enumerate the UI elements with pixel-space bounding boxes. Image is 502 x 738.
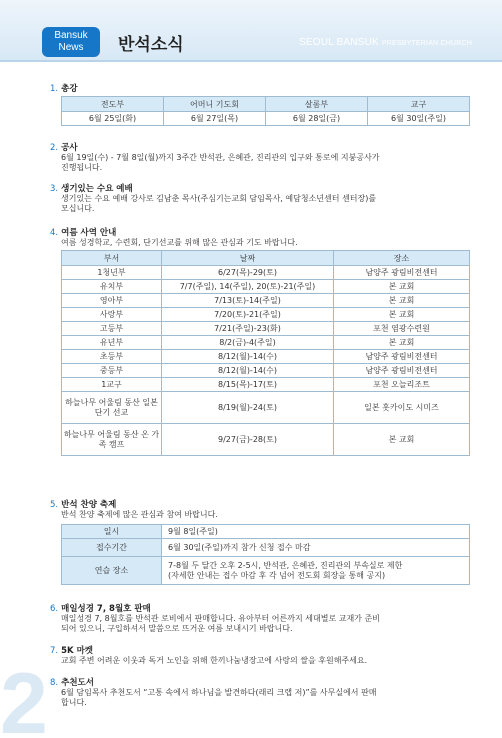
place-cell: 포천 염광수련원 [334,322,470,336]
table-header: 장소 [334,251,470,266]
badge-line2: News [58,42,84,53]
text-line: 되어 있으니, 구입하셔서 말씀으로 뜨거운 여름 보내시기 바랍니다. [61,624,293,633]
section-text [50,688,470,708]
place-cell: 포천 오늘리조트 [334,378,470,392]
text-line: 7-8월 두 달간 오후 2-5시, 반석관, 은혜관, 진리관의 부속실로 제한 [168,560,403,570]
text-line: 매일성경 7, 8월호를 반석관 로비에서 판매합니다. 유아부터 어른까지 세대별로 교재가 준비 [61,614,380,623]
dept-cell: 하늘나무 어울림 동산 온 가족 캠프 [62,424,162,456]
section-6 [50,604,470,634]
dept-cell: 고등부 [62,322,162,336]
section-heading: 추천도서 [61,678,94,688]
table-cell: 6월 30일(주일) [368,112,470,126]
section-heading: 반석 찬양 축제 [61,500,117,510]
section-title [50,228,470,238]
table-row [62,378,470,392]
table-row [62,557,470,585]
section-text [50,153,470,173]
header-banner [0,0,502,62]
dept-cell: 유년부 [62,336,162,350]
page-number: 2 [0,656,48,738]
table-row [62,308,470,322]
table-header: 살롬부 [266,97,368,112]
section-heading: 여름 사역 안내 [61,228,117,238]
table-row [62,525,470,539]
date-cell: 7/7(주일), 14(주일), 20(토)-21(주일) [162,280,334,294]
festival-table [61,524,470,585]
section-8 [50,678,470,708]
section-heading: 매일성경 7, 8월호 판매 [61,604,151,614]
date-cell: 8/15(목)-17(토) [162,378,334,392]
section-title [50,500,470,510]
dept-cell: 사랑부 [62,308,162,322]
section-number: 5. [50,500,59,510]
dept-cell: 하늘나무 어울림 동산 일본 단기 선교 [62,392,162,424]
section-5 [50,500,470,580]
table-row [62,392,470,424]
section-heading: 공사 [61,143,78,153]
dept-cell: 1교구 [62,378,162,392]
church-name [299,37,472,48]
table-header: 부서 [62,251,162,266]
place-cell: 남양주 광림비전센터 [334,266,470,280]
bansuk-news-badge [42,27,100,57]
section-7 [50,646,470,666]
table-row [62,539,470,557]
section-text [50,194,470,214]
text-line: (자세한 안내는 접수 마감 후 각 넘어 전도회 회장을 통해 공지) [168,570,386,580]
table-row [62,322,470,336]
section-number: 4. [50,228,59,238]
church-name-main: SEOUL BANSUK [299,37,379,48]
table-row [62,336,470,350]
label-cell: 연습 장소 [62,557,162,585]
dept-cell: 1청년부 [62,266,162,280]
section-number: 6. [50,604,59,614]
dept-cell: 중등부 [62,364,162,378]
table-row [62,350,470,364]
section-2 [50,143,470,173]
section-title [50,678,470,688]
section-title [50,143,470,153]
text-line: 진행됩니다. [61,163,103,172]
section-heading: 생기있는 수요 예배 [61,184,133,194]
table-row [62,294,470,308]
table-row [62,424,470,456]
table-row [62,266,470,280]
place-cell: 본 교회 [334,280,470,294]
section-number: 3. [50,184,59,194]
section-3 [50,184,470,214]
section-number: 1. [50,84,59,94]
section-title [50,184,470,194]
date-cell: 9/27(금)-28(토) [162,424,334,456]
text-line: 모십니다. [61,204,95,213]
place-cell: 일본 홋카이도 시미즈 [334,392,470,424]
table-row [62,364,470,378]
date-cell: 8/12(월)-14(수) [162,364,334,378]
section-title [50,646,470,656]
section-text: 교회 주변 어려운 이웃과 독거 노인을 위해 한끼나눔냉장고에 사랑의 쌀을 후원해주세요. [61,656,368,665]
section-text [50,614,470,634]
place-cell: 본 교회 [334,294,470,308]
page-title: 반석소식 [118,35,184,55]
place-cell: 본 교회 [334,424,470,456]
label-cell: 일시 [62,525,162,539]
table-row [62,280,470,294]
table-header: 어머니 기도회 [164,97,266,112]
value-cell: 6월 30일(주일)까지 참가 신청 접수 마감 [162,539,470,557]
section-number: 7. [50,646,59,656]
text-line: 6월 담임목사 추천도서 “고통 속에서 하나님을 발견하다(래리 크랩 저)”를 사무실에서 판매 [61,688,377,697]
date-cell: 7/13(토)-14(주일) [162,294,334,308]
place-cell: 남양주 광림비전센터 [334,350,470,364]
value-cell [162,557,470,585]
section-1 [50,84,470,123]
place-cell: 남양주 광림비전센터 [334,364,470,378]
date-cell: 6/27(목)-29(토) [162,266,334,280]
dept-cell: 초등부 [62,350,162,364]
table-cell: 6월 28일(금) [266,112,368,126]
date-cell: 8/19(월)-24(토) [162,392,334,424]
date-cell: 8/2(금)-4(주일) [162,336,334,350]
section-text: 반석 찬양 축제에 많은 관심과 참여 바랍니다. [61,510,218,519]
value-cell: 9월 8일(주일) [162,525,470,539]
table-cell: 6월 27일(목) [164,112,266,126]
badge-line1: Bansuk [54,30,88,41]
table-header: 날짜 [162,251,334,266]
table-header: 전도부 [62,97,164,112]
section-4 [50,228,470,449]
section-text: 여름 성경학교, 수련회, 단기선교를 위해 많은 관심과 기도 바랍니다. [61,238,298,247]
label-cell: 접수기간 [62,539,162,557]
church-name-sub: PRESBYTERIAN CHURCH [381,40,472,47]
text-line: 6월 19일(수) - 7월 8일(월)까지 3주간 반석관, 은혜관, 진리관의 입구와 통로에 지붕공사가 [61,153,380,162]
date-cell: 7/20(토)-21(주일) [162,308,334,322]
section-heading: 5K 마켓 [61,646,94,656]
section-title [50,604,470,614]
section-title [50,84,470,94]
place-cell: 본 교회 [334,336,470,350]
section-number: 2. [50,143,59,153]
section-number: 8. [50,678,59,688]
date-cell: 7/21(주일)-23(화) [162,322,334,336]
text-line: 합니다. [61,698,87,707]
dept-cell: 유치부 [62,280,162,294]
section-heading: 총강 [61,84,78,94]
table-header: 교구 [368,97,470,112]
table-cell: 6월 25일(화) [62,112,164,126]
place-cell: 본 교회 [334,308,470,322]
summer-schedule-table [61,250,470,456]
date-cell: 8/12(월)-14(수) [162,350,334,364]
meeting-table [61,96,470,126]
text-line: 생기있는 수요 예배 강사로 김남춘 목사(주심기는교회 담임목사, 예담청소년센터 센터장)를 [61,194,377,203]
dept-cell: 영아부 [62,294,162,308]
